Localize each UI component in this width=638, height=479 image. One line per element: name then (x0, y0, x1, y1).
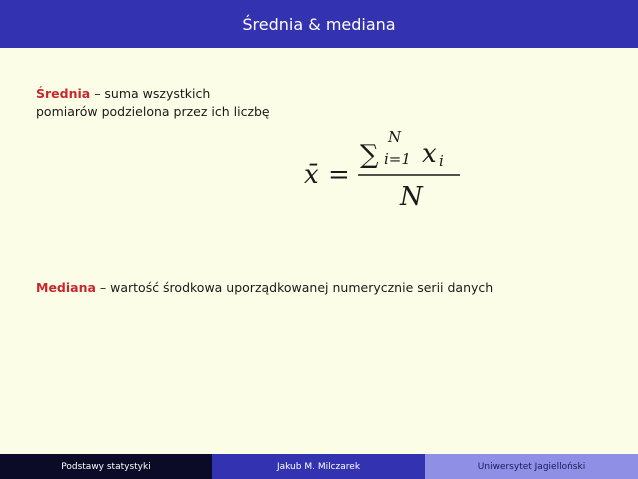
footer-author (212, 454, 425, 479)
formula-sum-lower: i=1 (384, 150, 411, 168)
mean-formula (300, 115, 470, 215)
mean-definition (36, 85, 271, 121)
formula-term-variable: x (422, 139, 437, 169)
mean-term: Średnia (36, 86, 91, 101)
footer-author-label: Jakub M. Milczarek (276, 461, 361, 472)
formula-denominator: N (400, 182, 423, 212)
median-description: – wartość środkowa uporządkowanej numerycznie serii danych (95, 280, 494, 295)
slide-title: Średnia & mediana (242, 14, 396, 34)
slide-footer (0, 454, 638, 479)
footer-institution-label: Uniwersytet Jagielloński (477, 461, 586, 472)
formula-term-subscript: i (439, 152, 444, 170)
footer-institution (425, 454, 638, 479)
mean-description: – suma wszystkich pomiarów podzielona przez ich liczbę (36, 86, 270, 119)
median-term: Mediana (36, 280, 96, 295)
footer-course-label: Podstawy statystyki (61, 461, 151, 472)
median-definition (36, 279, 616, 297)
formula-equals: = (328, 160, 350, 190)
formula-lhs: x̄ (304, 160, 319, 190)
footer-course (0, 454, 212, 479)
formula-sum-upper: N (388, 128, 402, 146)
slide-title-bar (0, 0, 638, 48)
formula-sum-sign: ∑ (360, 140, 379, 170)
